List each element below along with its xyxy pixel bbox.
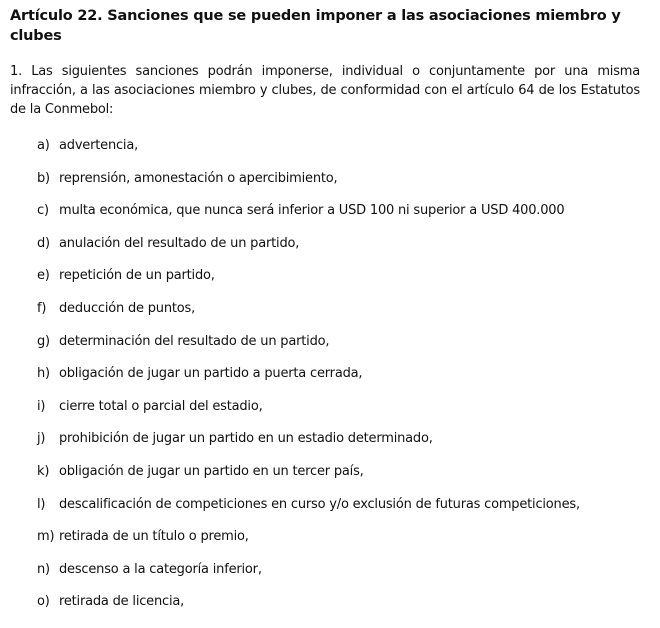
list-item-letter: k) bbox=[37, 463, 50, 479]
list-item-letter: h) bbox=[37, 366, 50, 382]
list-item bbox=[37, 496, 640, 529]
list-item-letter: l) bbox=[37, 496, 46, 512]
list-item-text: repetición de un partido, bbox=[59, 268, 215, 284]
list-item-letter: j) bbox=[37, 431, 46, 447]
list-item bbox=[37, 593, 640, 626]
list-item bbox=[37, 561, 640, 594]
list-item bbox=[37, 528, 640, 561]
list-item bbox=[37, 235, 640, 268]
article-intro-paragraph: 1. Las siguientes sanciones podrán imponerse, individual o conjuntamente por una misma infracción, a las asociaciones miembro y clubes, de conformidad con el artículo 64 de los Estatutos de la Conmebol: bbox=[10, 64, 640, 117]
list-item bbox=[37, 170, 640, 203]
list-item-text: reprensión, amonestación o apercibimiento, bbox=[59, 170, 338, 186]
list-item-text: obligación de jugar un partido a puerta cerrada, bbox=[59, 366, 363, 382]
sanctions-list bbox=[10, 137, 640, 626]
list-item-letter: c) bbox=[37, 203, 49, 219]
list-item-text: advertencia, bbox=[59, 138, 139, 153]
list-item bbox=[37, 137, 640, 170]
list-item-letter: b) bbox=[37, 170, 50, 186]
list-item-letter: d) bbox=[37, 235, 50, 251]
list-item bbox=[37, 398, 640, 431]
list-item-text: prohibición de jugar un partido en un estadio determinado, bbox=[59, 431, 433, 447]
list-item bbox=[37, 430, 640, 463]
list-item-letter: i) bbox=[37, 398, 46, 414]
list-item-text: cierre total o parcial del estadio, bbox=[59, 398, 263, 414]
article-title: Artículo 22. Sanciones que se pueden imponer a las asociaciones miembro y clubes bbox=[10, 8, 621, 44]
list-item-letter: n) bbox=[37, 561, 50, 577]
list-item-letter: g) bbox=[37, 333, 50, 349]
list-item-text: determinación del resultado de un partido, bbox=[59, 333, 330, 349]
list-item-text: retirada de licencia, bbox=[59, 594, 185, 610]
list-item-text: anulación del resultado de un partido, bbox=[59, 235, 300, 251]
list-item-text: descalificación de competiciones en curso y/o exclusión de futuras competiciones, bbox=[59, 496, 580, 512]
list-item-text: obligación de jugar un partido en un tercer país, bbox=[59, 463, 364, 479]
list-item-letter: a) bbox=[37, 138, 50, 153]
list-item bbox=[37, 300, 640, 333]
list-item bbox=[37, 365, 640, 398]
list-item-letter: e) bbox=[37, 268, 50, 284]
list-item bbox=[37, 202, 640, 235]
list-item-letter: o) bbox=[37, 594, 50, 610]
list-item-text: deducción de puntos, bbox=[59, 300, 196, 316]
list-item-letter: m) bbox=[37, 529, 55, 545]
list-item-text: retirada de un título o premio, bbox=[59, 529, 249, 545]
list-item-text: descenso a la categoría inferior, bbox=[59, 561, 262, 577]
list-item bbox=[37, 333, 640, 366]
list-item bbox=[37, 267, 640, 300]
list-item-letter: f) bbox=[37, 300, 47, 316]
list-item bbox=[37, 463, 640, 496]
list-item-text: multa económica, que nunca será inferior a USD 100 ni superior a USD 400.000 bbox=[59, 203, 565, 219]
